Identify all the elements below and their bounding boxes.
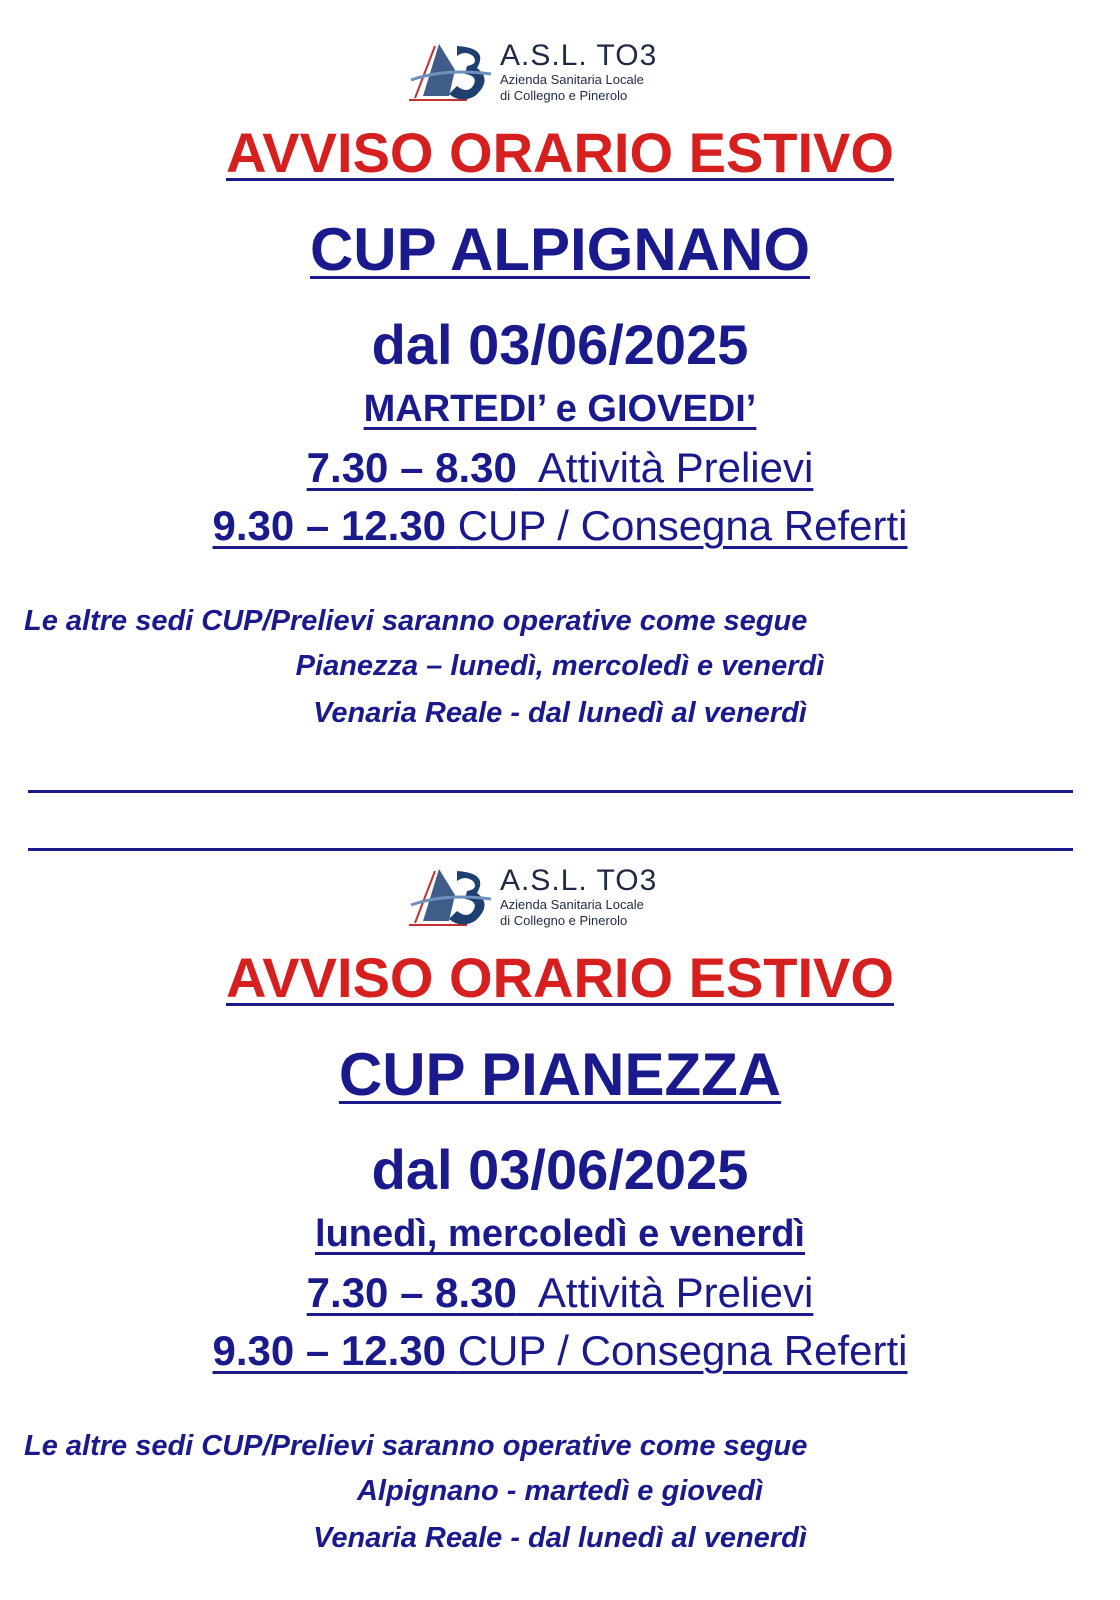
schedule-time-1: 7.30 – 8.30 xyxy=(306,1269,517,1316)
other-site-2: Venaria Reale - dal lunedì al venerdì xyxy=(313,1522,807,1554)
site-title: CUP PIANEZZA xyxy=(338,1041,782,1108)
other-site-1: Alpignano - martedì e giovedì xyxy=(356,1475,764,1507)
opening-days: lunedì, mercoledì e venerdì xyxy=(315,1213,805,1255)
logo-subtitle-2: di Collegno e Pinerolo xyxy=(500,88,628,103)
schedule-row-2 xyxy=(213,502,908,549)
notice-heading: AVVISO ORARIO ESTIVO xyxy=(226,946,894,1009)
schedule-row-2 xyxy=(213,1327,908,1374)
schedule-time-2: 9.30 – 12.30 xyxy=(212,1327,447,1374)
asl-logo xyxy=(405,865,675,937)
schedule-time-2: 9.30 – 12.30 xyxy=(212,502,447,549)
asl-logo xyxy=(405,40,675,112)
schedule-row-1 xyxy=(307,444,814,491)
logo-name: A.S.L. TO3 xyxy=(500,864,658,897)
other-sites-intro: Le altre sedi CUP/Prelievi saranno operative come segue xyxy=(24,605,808,637)
schedule-activity-2: CUP / Consegna Referti xyxy=(457,1327,908,1374)
other-site-2: Venaria Reale - dal lunedì al venerdì xyxy=(313,697,807,729)
site-title: CUP ALPIGNANO xyxy=(309,216,811,283)
divider-line xyxy=(28,848,1073,851)
start-date: dal 03/06/2025 xyxy=(371,313,749,376)
schedule-activity-1: Attività Prelievi xyxy=(537,444,814,491)
logo-name: A.S.L. TO3 xyxy=(500,39,658,72)
logo-subtitle-2: di Collegno e Pinerolo xyxy=(500,913,628,928)
schedule-time-1: 7.30 – 8.30 xyxy=(306,444,517,491)
schedule-activity-2: CUP / Consegna Referti xyxy=(457,502,908,549)
schedule-row-1 xyxy=(307,1269,814,1316)
start-date: dal 03/06/2025 xyxy=(371,1138,749,1201)
notice-heading: AVVISO ORARIO ESTIVO xyxy=(226,121,894,184)
divider-line xyxy=(28,790,1073,793)
asl-to3-logo-icon xyxy=(405,40,497,112)
logo-subtitle-1: Azienda Sanitaria Locale xyxy=(500,897,644,912)
other-site-1: Pianezza – lunedì, mercoledì e venerdì xyxy=(295,650,825,682)
opening-days: MARTEDI’ e GIOVEDI’ xyxy=(363,388,757,430)
schedule-activity-1: Attività Prelievi xyxy=(537,1269,814,1316)
logo-subtitle-1: Azienda Sanitaria Locale xyxy=(500,72,644,87)
other-sites-intro: Le altre sedi CUP/Prelievi saranno operative come segue xyxy=(24,1430,808,1462)
asl-to3-logo-icon xyxy=(405,865,497,937)
